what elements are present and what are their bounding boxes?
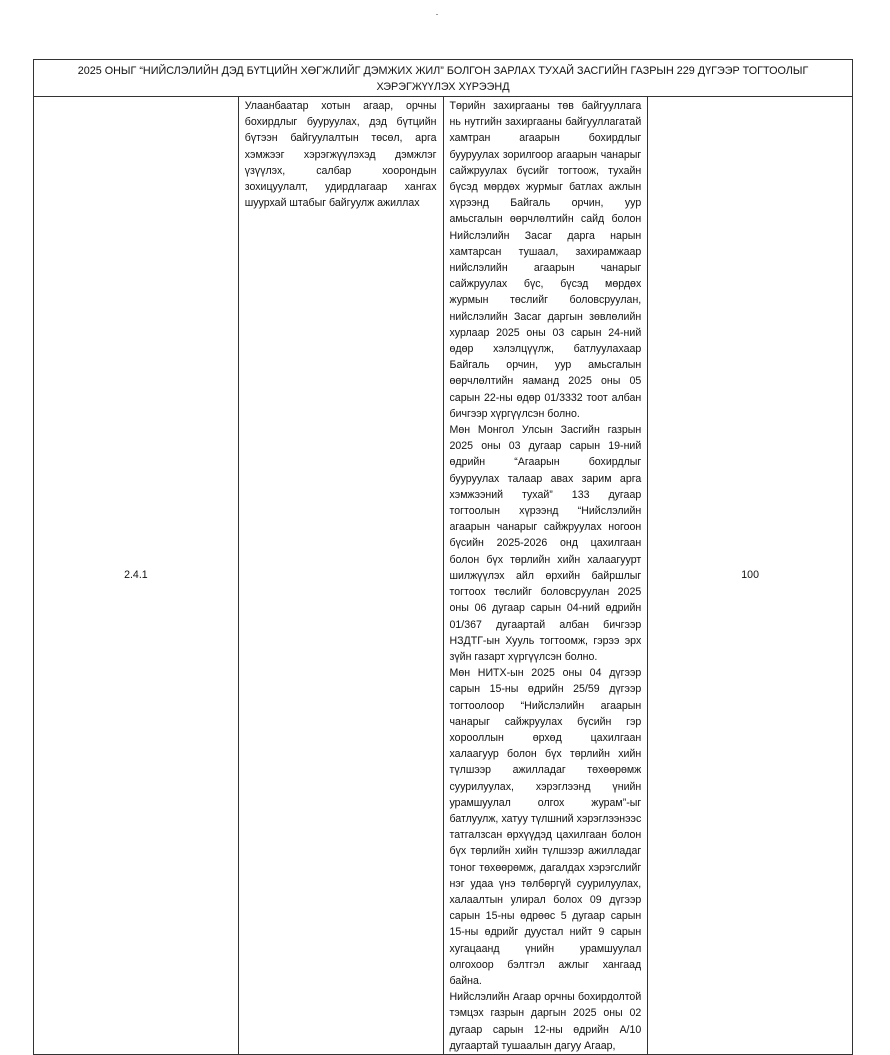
- report-paragraph-1: Төрийн захиргааны төв байгууллага нь нутгийн захиргааны байгууллагатай хамтран агаарын бохирдлыг бууруулах зорилгоор агаарын чанарыг сайжруулах бүсийг тогтоож, тухайн бүсэд мөрдөх журмыг батлах ажлын хүрээнд Байгаль орчин, уур амьсгалын өөрчлөлтийн сайд болон Нийслэлийн Засаг дарга нарын хамтарсан тушаал, захирамжаар нийслэлийн агаарын чанарыг сайжруулах бүс, бүсэд мөрдөх журмын төслийг боловсруулан, нийслэлийн Засаг даргын зөвлөлийн хурлаар 2025 оны 03 сарын 24-ний өдөр хэлэлцүүлж, батлуулахаар Байгаль орчин, уур амьсгалын өөрчлөлтийн яаманд 2025 оны 05 сарын 22-ны өдөр 01/3332 тоот албан бичгээр хүргүүлсэн болно.: [449, 100, 642, 420]
- report-page: [33, 59, 853, 1052]
- table-title: 2025 ОНЫГ “НИЙСЛЭЛИЙН ДЭД БҮТЦИЙН ХӨГЖЛИЙГ ДЭМЖИХ ЖИЛ” БОЛГОН ЗАРЛАХ ТУХАЙ ЗАСГИЙН ГАЗРЫН 229 ДҮГЭЭР ТОГТООЛЫГ ХЭРЭГЖҮҮЛЭХ ХҮРЭЭНД: [34, 60, 853, 97]
- report-paragraph-3: Мөн НИТХ-ын 2025 оны 04 дүгээр сарын 15-ны өдрийн 25/59 дүгээр тогтоолоор “Нийслэлийн агаарын чанарыг сайжруулах бүсийн гэр хорооллын өрхөд цахилгаан халаагуур болон бүх төрлийн хийн түлшээр ажилладаг төхөөрөмж суурилуулах, хэрэглээнд үнийн урамшуулал олгох журам”-ыг батлуулж, хатуу түлшний хэрэглээнээс татгалзсан өрхүүдэд цахилгаан болон бүх төрлийн хийн түлшээр ажилладаг тоног төхөөрөмж, дагалдах хэрэгслийг нэг удаа үнэ төлбөргүй суурилуулах, халаалтын улирал болох 09 дүгээр сарын 15-ны өдрөөс 5 дугаар сарын 15-ны өдрийг дуустал нийт 9 сарын хугацаанд үнийн урамшуулал олгохоор бэлтгэл ажлыг хангаад байна.: [449, 667, 642, 987]
- row-number: 2.4.1: [34, 97, 239, 1055]
- table-row: [34, 97, 853, 1055]
- report-paragraph-2: Мөн Монгол Улсын Засгийн газрын 2025 оны 03 дугаар сарын 19-ний өдрийн “Агаарын бохирдлыг бууруулах талаар авах зарим арга хэмжээний тухай” 133 дугаар тогтоолын хүрээнд “Нийслэлийн агаарын чанарыг сайжруулах ногоон бүсийн 2025-2026 онд цахилгаан болон бүх төрлийн хийн халаагуурт шилжүүлэх айл өрхийн байршлыг тогтоох төслийг боловсруулан 2025 оны 06 дугаар сарын 04-ний өдрийн 01/367 дугаартай албан бичгээр НЗДТГ-ын Хууль тогтоомж, гэрээ эрх зүйн газарт хүргүүлсэн болно.: [449, 424, 642, 663]
- report-table: [33, 59, 853, 1055]
- header-row: [34, 60, 853, 97]
- report-paragraph-4: Нийслэлийн Агаар орчны бохирдолтой тэмцэх газрын даргын 2025 оны 02 дугаар сарын 12-ны өдрийн А/10 дугаартай тушаалын дагуу Агаар,: [449, 991, 642, 1052]
- implementation-report: [443, 97, 648, 1055]
- task-description: Улаанбаатар хотын агаар, орчны бохирдлыг бууруулах, дэд бүтцийн бүтээн байгуулалтын төсөл, арга хэмжээг хэрэгжүүлэхэд дэмжлэг үзүүлэх, салбар хоорондын зохицуулалт, удирдлагаар хангах шуурхай штабыг байгуулж ажиллах: [238, 97, 443, 1055]
- completion-value: 100: [648, 97, 853, 1055]
- scan-speck: [436, 14, 438, 15]
